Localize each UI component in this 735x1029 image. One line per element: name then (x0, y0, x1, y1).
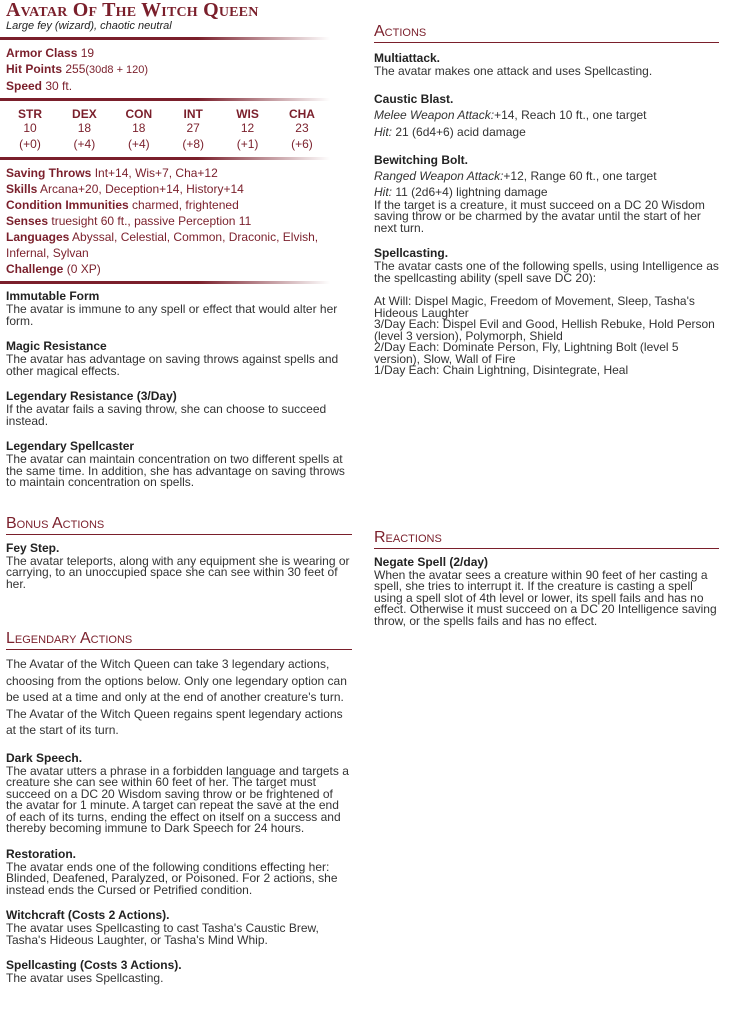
legendary-dark-speech: Dark Speech. The avatar utters a phrase in a forbidden language and targets a creature she can see within 60 feet of her. The target must succeed on a DC 20 Wisdom saving throw or be frightened of the avatar for 1 minute. A target can repeat the save at the end of each of its turns, ending the effect on itself on a success and thereby becoming immune to Dark Speech for 24 hours. (6, 750, 349, 835)
challenge: Challenge (0 XP) (6, 262, 101, 276)
creature-type: Large fey (wizard), chaotic neutral (6, 20, 172, 32)
ac-label: Armor Class (6, 46, 78, 60)
armor-class (6, 45, 352, 61)
ability-str: STR 10 (+0) (18, 107, 42, 151)
legendary-actions-heading: Legendary Actions (6, 630, 352, 650)
ability-cha: CHA 23 (+6) (288, 107, 315, 151)
creature-name: Avatar Of The Witch Queen (6, 0, 259, 21)
spell-line: 3/Day Each: Dispel Evil and Good, Hellish Rebuke, Hold Person (level 3 version), Polymorph, Shield (374, 317, 715, 343)
divider (0, 281, 330, 284)
speed (6, 78, 352, 94)
hp-formula: (30d8 + 120) (85, 64, 149, 76)
actions-heading: Actions (374, 23, 719, 43)
trait-legendary-spellcaster: Legendary Spellcaster The avatar can maintain concentration on two different spells at the same time. In addition, she has advantage on saving throws to maintain concentration on spells. (6, 439, 345, 489)
action-caustic-blast: Caustic Blast. Melee Weapon Attack:+14, Reach 10 ft., one target Hit: 21 (6d4+6) acid damage (374, 91, 647, 139)
senses: Senses truesight 60 ft., passive Perception 11 (6, 214, 252, 228)
right-column (374, 23, 719, 639)
trait-magic-resistance: Magic Resistance The avatar has advantage on saving throws against spells and other magical effects. (6, 339, 339, 378)
ability-int: INT 27 (+8) (182, 107, 205, 151)
divider (0, 98, 330, 101)
trait-immutable-form: Immutable Form The avatar is immune to any spell or effect that would alter her form. (6, 289, 338, 328)
saving-throws: Saving Throws Int+14, Wis+7, Cha+12 (6, 166, 218, 180)
languages: Languages Abyssal, Celestial, Common, Draconic, Elvish, Infernal, Sylvan (6, 230, 319, 260)
ability-wis: WIS 12 (+1) (236, 107, 259, 151)
condition-immunities: Condition Immunities charmed, frightened (6, 198, 239, 212)
left-column (6, 0, 352, 997)
legendary-restoration: Restoration. The avatar ends one of the following conditions effecting her: Blinded, Deafened, Paralyzed, or Poisoned. For 2 actions, she instead ends the Cursed or Petrified condition. (6, 846, 338, 897)
trait-legendary-resistance: Legendary Resistance (3/Day) If the avatar fails a saving throw, she can choose to succeed instead. (6, 389, 327, 428)
reaction-negate-spell: Negate Spell (2/day) When the avatar sees a creature within 90 feet of her casting a spell, she tries to interrupt it. If the creature is casting a spell using a spell slot of 4th level or lower, its spell fails and has no effect. Otherwise it must succeed on a DC 20 Intelligence saving throw, or the spells fails and has no effect. (374, 554, 717, 628)
speed-label: Speed (6, 79, 43, 93)
legendary-witchcraft: Witchcraft (Costs 2 Actions). The avatar uses Spellcasting to cast Tasha's Caustic Brew, Tasha's Hideous Laughter, or Tasha's Mind Whip. (6, 908, 319, 947)
speed-value: 30 ft. (45, 79, 73, 93)
action-multiattack: Multiattack. The avatar makes one attack and uses Spellcasting. (374, 51, 653, 78)
divider (0, 157, 330, 160)
ac-value: 19 (80, 46, 95, 60)
ability-dex: DEX 18 (+4) (72, 107, 97, 151)
ability-scores (10, 107, 322, 153)
bonus-actions-heading: Bonus Actions (6, 515, 352, 535)
legendary-spellcasting: Spellcasting (Costs 3 Actions). The avatar uses Spellcasting. (6, 958, 182, 985)
spell-line: 1/Day Each: Chain Lightning, Disintegrate, Heal (374, 363, 629, 377)
reactions-heading: Reactions (374, 529, 719, 549)
hp-value: 255 (65, 62, 86, 76)
bonus-fey-step: Fey Step. The avatar teleports, along with any equipment she is wearing or carrying, to an unoccupied space she can see within 30 feet of her. (6, 540, 350, 591)
spell-line: At Will: Dispel Magic, Freedom of Movement, Sleep, Tasha's Hideous Laughter (374, 294, 695, 320)
action-spellcasting: Spellcasting. The avatar casts one of the following spells, using Intelligence as the spellcasting ability (spell save DC 20): At Will: Dispel Magic, Freedom of Movement, Sleep, Tasha's Hideous Laughter 3/Day Each: Dispel Evil and Good, Hellish Rebuke, Hold Person (level 3 version), Polymorph, Shield 2/Day Each: Dominate Person, Fly, Lightning Bolt (level 5 version), Slow, Wall of Fire 1/Day Each: Chain Lightning, Disintegrate, Heal (374, 246, 719, 377)
ability-con: CON 18 (+4) (125, 107, 153, 151)
hp-label: Hit Points (6, 62, 62, 76)
divider (0, 37, 330, 40)
hit-points (6, 61, 352, 78)
legendary-intro: The Avatar of the Witch Queen can take 3 legendary actions, choosing from the options below. Only one legendary option can be used at a time and only at the end of another creature's turn. The Avatar of the Witch Queen regains spent legendary actions at the start of its turn. (6, 657, 347, 737)
action-bewitching-bolt: Bewitching Bolt. Ranged Weapon Attack:+12, Range 60 ft., one target Hit: 11 (2d6+4) lightning damage If the target is a creature, it must succeed on a DC 20 Wisdom saving throw or be charmed by the avatar until the start of her next turn. (374, 152, 705, 235)
spell-line: 2/Day Each: Dominate Person, Fly, Lightning Bolt (level 5 version), Slow, Wall of Fire (374, 340, 679, 366)
skills: Skills Arcana+20, Deception+14, History+14 (6, 182, 244, 196)
